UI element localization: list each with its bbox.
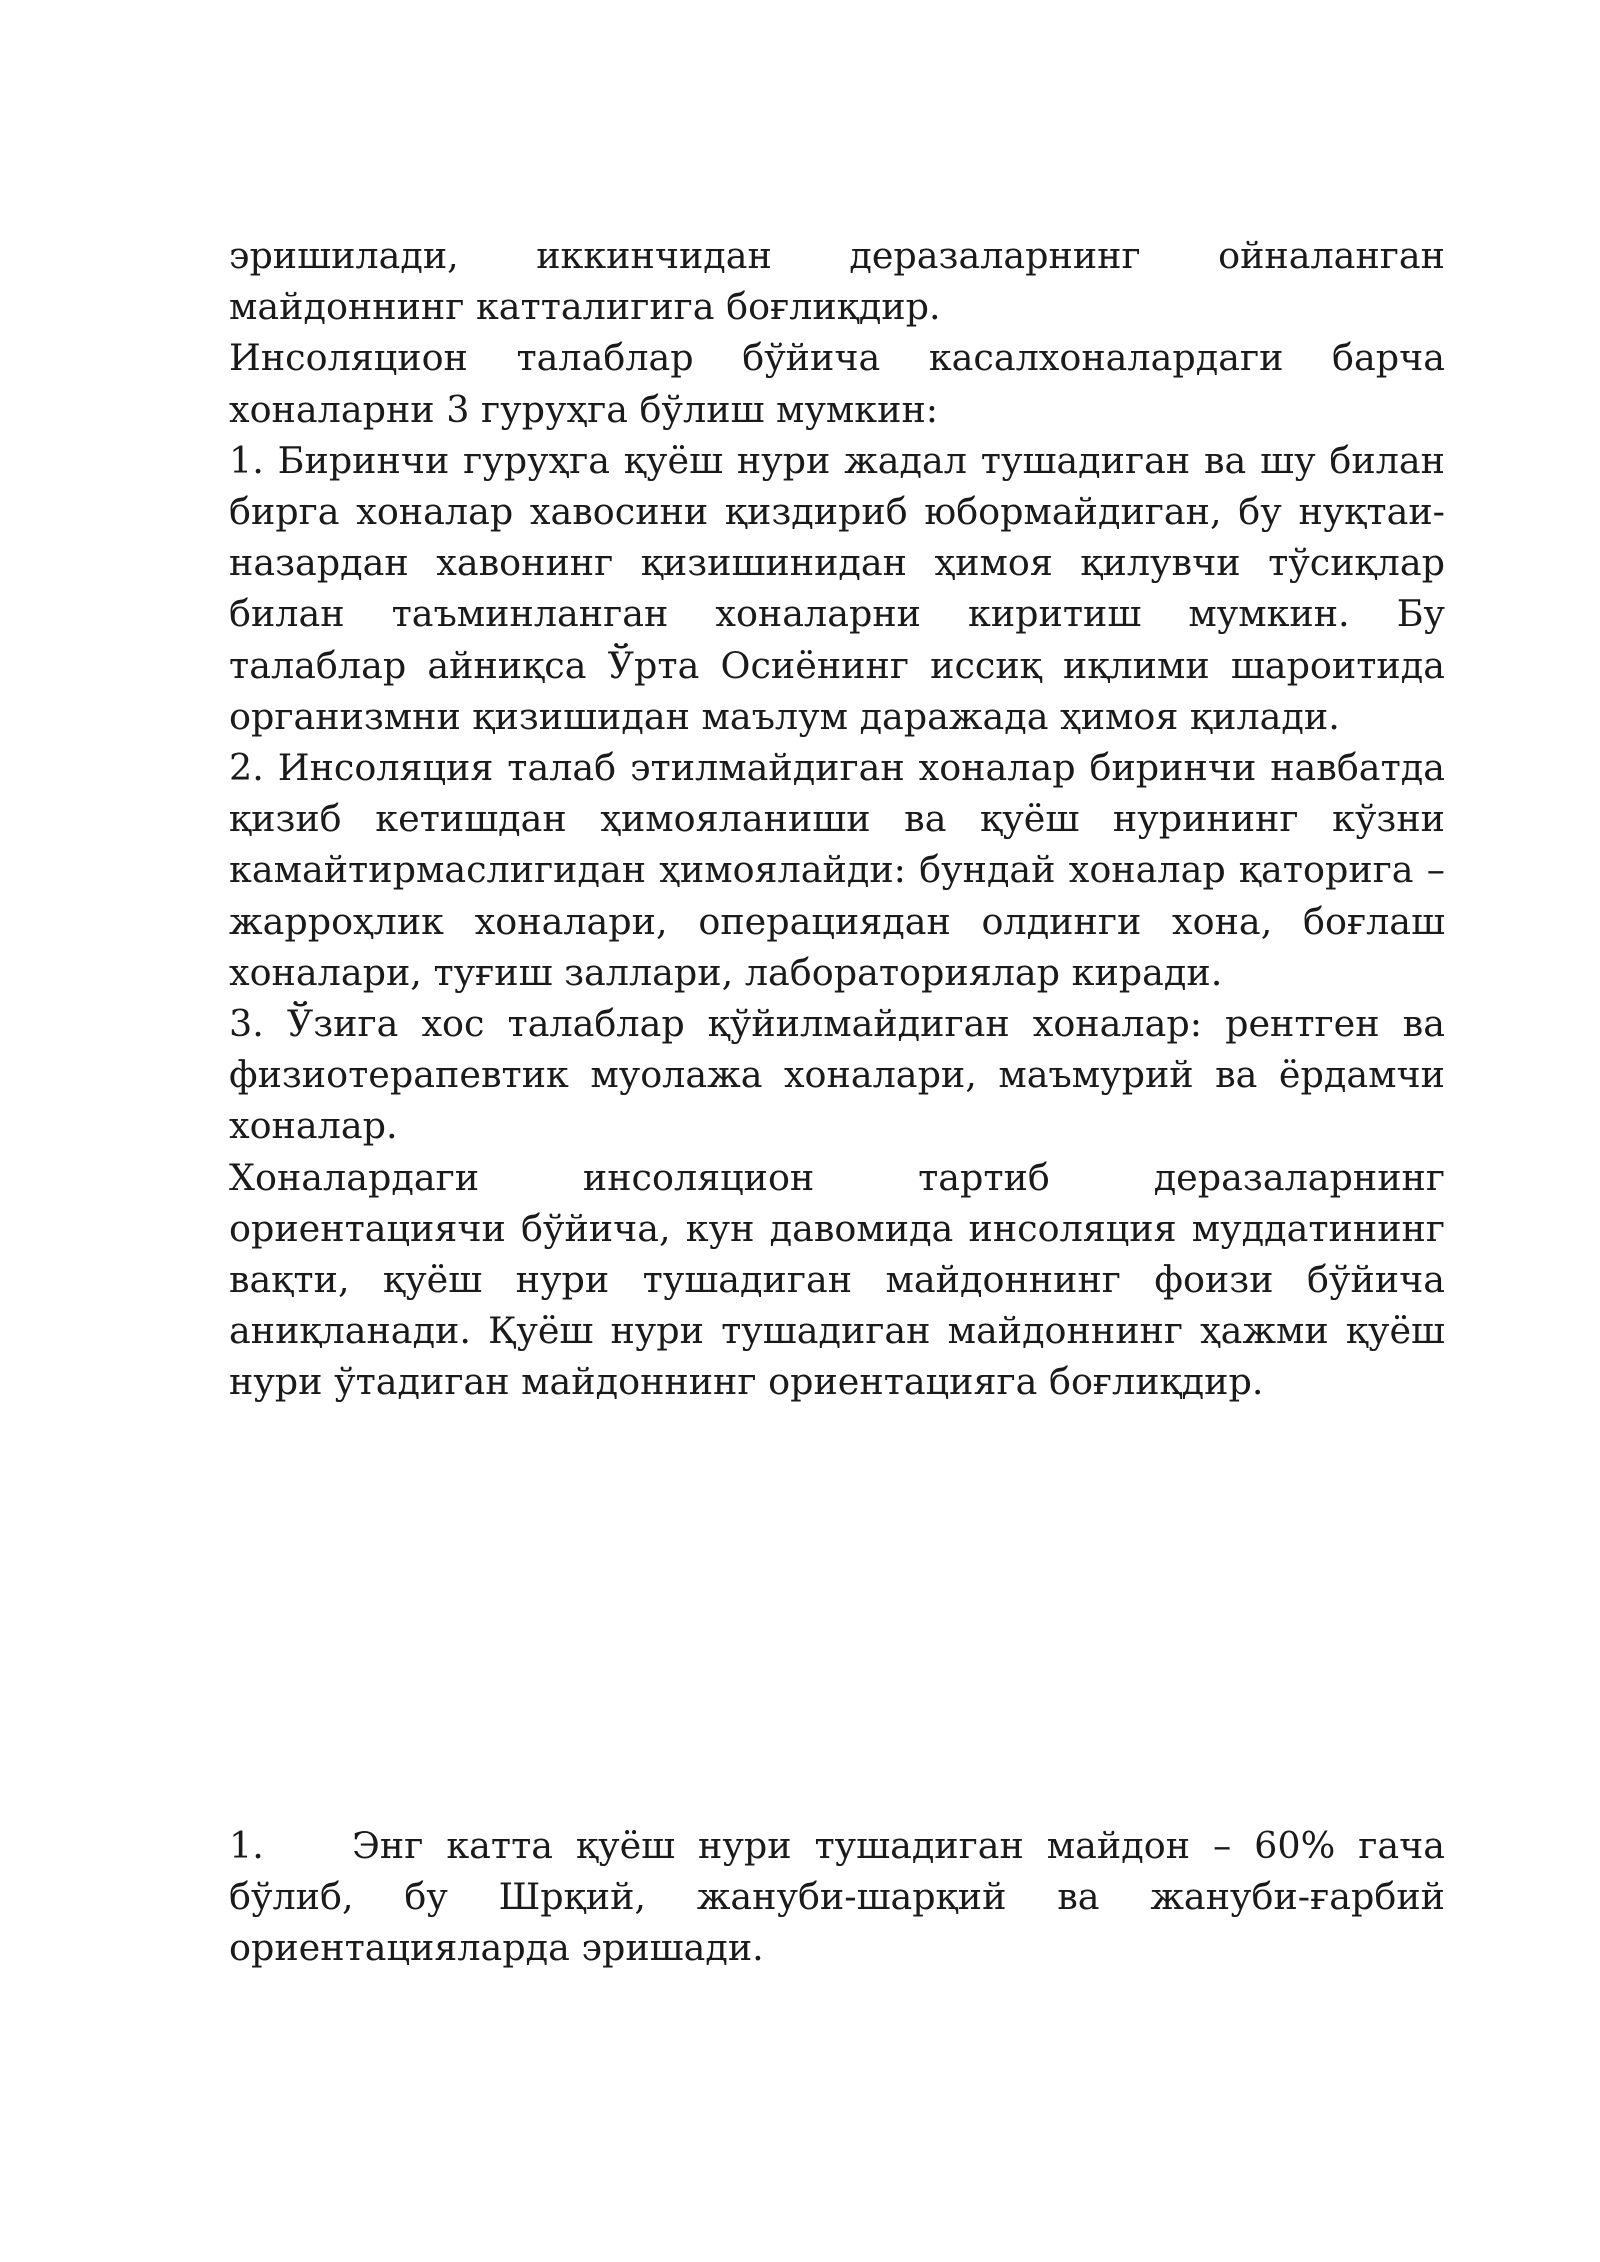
lower-item-text: Энг катта қуёш нури тушадиган майдон – 60% гача бўлиб, бу Шрқий, жануби-шарқий ва жануби-ғарбий ориентацияларда эришади.: [229, 1824, 1445, 1970]
list-item-text: Инсоляция талаб этилмайдиган хоналар биринчи навбатда қизиб кетишдан ҳимояланиши ва қуёш нурининг кўзни камайтирмаслигидан ҳимоялайди: бундай хоналар қаторига – жарроҳлик хоналари, операциядан олдинги хона, боғлаш хоналари, туғиш заллари, лабораториялар киради.: [229, 746, 1445, 994]
paragraph-intro: Инсоляцион талаблар бўйича касалхоналардаги барча хоналарни 3 гуруҳга бўлиш мумкин:: [229, 336, 1445, 431]
lower-text-block: [229, 1820, 1445, 1974]
paragraph-closing: Хоналардаги инсоляцион тартиб деразаларнинг ориентациячи бўйича, кун давомида инсоляция муддатининг вақти, қуёш нури тушадиган майдоннинг фоизи бўйича аниқланади. Қуёш нури тушадиган майдоннинг ҳажми қуёш нури ўтадиган майдоннинг ориентацияга боғлиқдир.: [229, 1155, 1445, 1404]
upper-text-block: [229, 230, 1445, 1408]
list-item-text: Ўзига хос талаблар қўйилмайдиган хоналар: рентген ва физиотерапевтик муолажа хоналари, маъмурий ва ёрдамчи хоналар.: [229, 1002, 1445, 1148]
numbered-item-lower: [229, 1820, 1445, 1974]
list-item-text: Биринчи гуруҳга қуёш нури жадал тушадиган ва шу билан бирга хоналар хавосини қиздириб юбормайдиган, бу нуқтаи-назардан хавонинг қизишинидан ҳимоя қилувчи тўсиқлар билан таъминланган хоналарни киритиш мумкин. Бу талаблар айниқса Ўрта Осиёнинг иссиқ иқлими шароитида организмни қизишидан маълум даражада ҳимоя қилади.: [229, 438, 1445, 738]
paragraph-continuation: эришилади, иккинчидан деразаларнинг ойналанган майдоннинг катталигига боғлиқдир.: [229, 234, 1445, 329]
list-item-3: [229, 998, 1445, 1152]
list-item-number: 3.: [229, 1002, 264, 1046]
list-item-1: [229, 435, 1445, 742]
list-item-number: 1.: [229, 438, 264, 482]
lower-item-number: 1.: [229, 1824, 264, 1867]
list-item-2: [229, 742, 1445, 998]
list-item-number: 2.: [229, 746, 264, 790]
